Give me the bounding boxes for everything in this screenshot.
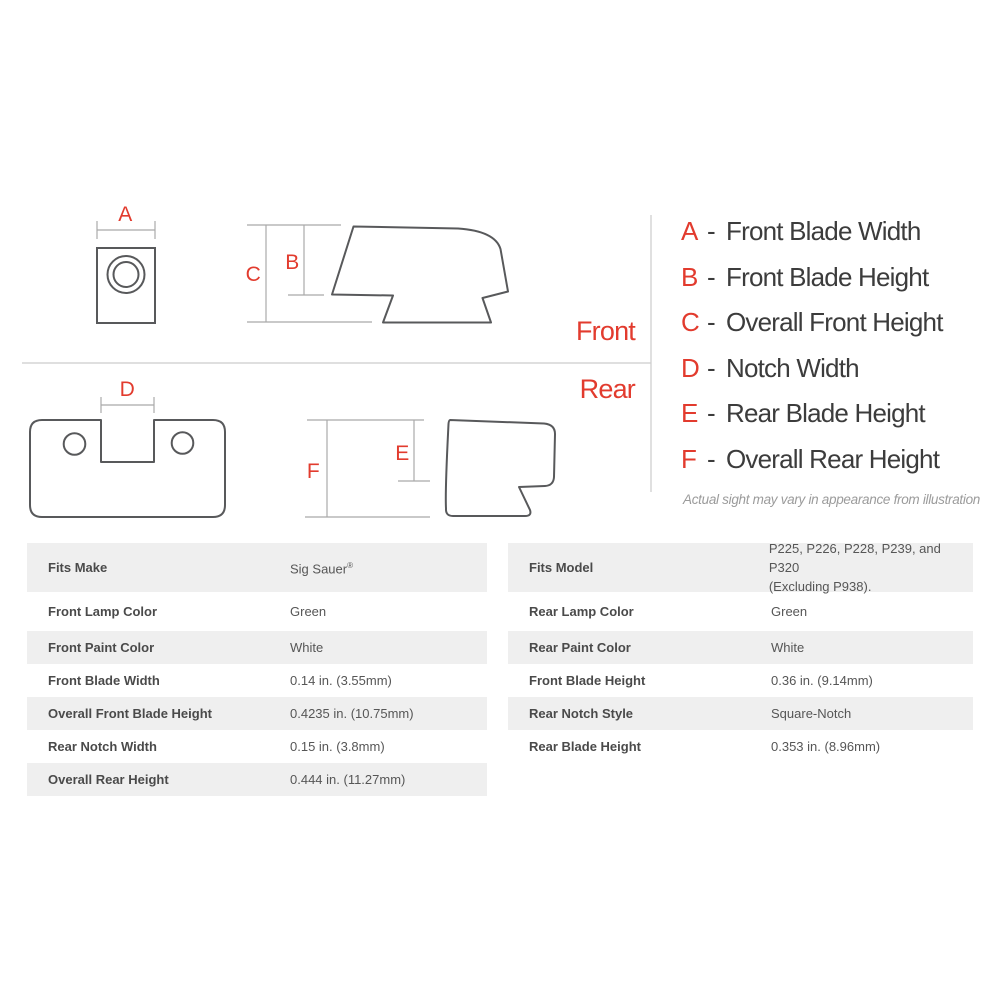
spec-label: Front Blade Height xyxy=(529,673,646,688)
legend-letter: A xyxy=(681,216,698,247)
table-row xyxy=(508,631,973,664)
rear-sight-body-outline xyxy=(30,420,225,517)
spec-label: Overall Front Blade Height xyxy=(48,706,212,721)
legend-label: Overall Front Height xyxy=(726,307,943,338)
legend-label: Rear Blade Height xyxy=(726,398,925,429)
spec-label: Fits Make xyxy=(48,560,108,575)
legend-separator: - xyxy=(707,216,715,247)
spec-label: Fits Model xyxy=(529,560,594,575)
spec-value: 0.4235 in. (10.75mm) xyxy=(290,706,414,721)
spec-label: Overall Rear Height xyxy=(48,772,169,787)
registered-mark: ® xyxy=(347,561,353,571)
table-row xyxy=(27,730,487,763)
spec-value: 0.15 in. (3.8mm) xyxy=(290,739,385,754)
spec-label: Front Paint Color xyxy=(48,640,155,655)
spec-label: Rear Paint Color xyxy=(529,640,631,655)
spec-value: White xyxy=(771,640,805,655)
legend-item-e xyxy=(681,391,981,437)
legend-label: Notch Width xyxy=(726,352,859,383)
legend-separator: - xyxy=(707,443,715,474)
front-sight-side-outline xyxy=(332,227,508,323)
legend-letter: C xyxy=(681,307,699,338)
table-row xyxy=(27,592,487,631)
table-row xyxy=(27,543,487,592)
legend-separator: - xyxy=(707,261,715,292)
spec-value: Green xyxy=(290,604,327,619)
dim-label-f: F xyxy=(306,460,320,483)
legend-item-a xyxy=(681,209,981,255)
spec-value: 0.353 in. (8.96mm) xyxy=(771,739,881,754)
rear-side-dimensions xyxy=(305,420,430,517)
spec-value-line1: P225, P226, P228, P239, and P320 xyxy=(768,541,941,575)
disclaimer-note: Actual sight may vary in appearance from illustration xyxy=(683,492,980,507)
front-section-label: Front xyxy=(575,316,635,346)
spec-value: 0.14 in. (3.55mm) xyxy=(290,673,392,688)
legend-letter: F xyxy=(681,443,697,474)
spec-value xyxy=(769,539,973,596)
front-sight-body-outline xyxy=(97,248,155,323)
spec-label: Rear Notch Style xyxy=(529,706,634,721)
dim-label-d: D xyxy=(119,378,135,401)
legend-separator: - xyxy=(707,352,715,383)
legend-label: Front Blade Width xyxy=(726,216,921,247)
legend-item-c xyxy=(681,300,981,346)
legend-item-b xyxy=(681,255,981,301)
dimension-legend xyxy=(681,209,981,482)
spec-label: Rear Blade Height xyxy=(529,739,641,754)
spec-value: White xyxy=(290,640,324,655)
table-row xyxy=(508,543,973,592)
spec-label: Rear Notch Width xyxy=(48,739,157,754)
dim-label-b: B xyxy=(285,251,299,274)
legend-item-d xyxy=(681,346,981,392)
spec-value: Green xyxy=(771,604,808,619)
spec-label: Front Blade Width xyxy=(48,673,160,688)
table-row xyxy=(508,730,973,763)
legend-letter: E xyxy=(681,398,698,429)
table-row xyxy=(27,631,487,664)
spec-label: Rear Lamp Color xyxy=(529,604,634,619)
legend-letter: D xyxy=(681,352,699,383)
rear-sight-side-outline xyxy=(446,420,555,516)
table-row xyxy=(508,697,973,730)
table-row xyxy=(508,664,973,697)
spec-value-line2: (Excluding P938). xyxy=(768,579,872,594)
spec-value-text: Sig Sauer xyxy=(290,561,348,577)
spec-table-right xyxy=(508,543,973,763)
legend-label: Front Blade Height xyxy=(726,261,929,292)
table-row xyxy=(508,592,973,631)
dim-label-e: E xyxy=(395,442,409,465)
table-row xyxy=(27,664,487,697)
spec-value: 0.444 in. (11.27mm) xyxy=(290,772,406,787)
legend-item-f xyxy=(681,437,981,483)
spec-value: Square-Notch xyxy=(771,706,852,721)
table-row xyxy=(27,697,487,730)
spec-label: Front Lamp Color xyxy=(48,604,158,619)
dim-label-c: C xyxy=(245,263,261,286)
spec-value xyxy=(290,556,353,578)
legend-letter: B xyxy=(681,261,698,292)
dim-label-a: A xyxy=(118,203,132,226)
legend-separator: - xyxy=(707,307,715,338)
spec-table-left xyxy=(27,543,487,796)
legend-label: Overall Rear Height xyxy=(726,443,940,474)
table-row xyxy=(27,763,487,796)
spec-value: 0.36 in. (9.14mm) xyxy=(771,673,873,688)
rear-section-label: Rear xyxy=(579,374,635,404)
legend-separator: - xyxy=(707,398,715,429)
